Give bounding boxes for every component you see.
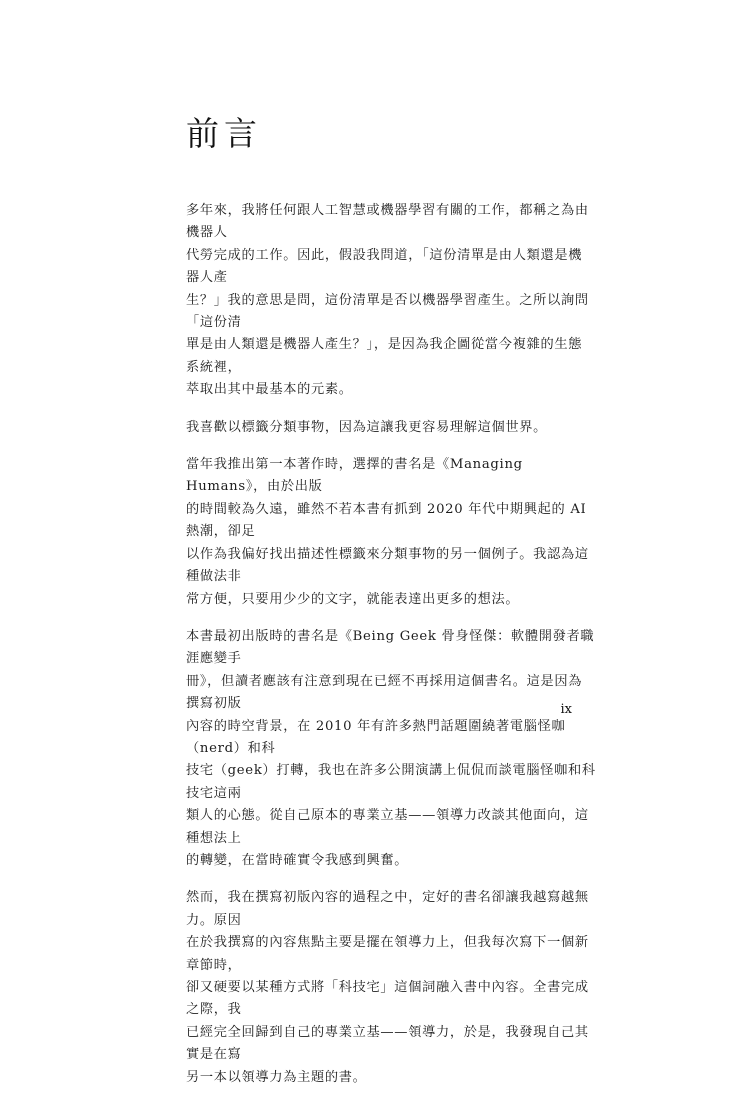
paragraph-1: 多年來，我將任何跟人工智慧或機器學習有關的工作，都稱之為由機器人 代勞完成的工作。因此，假設我問道，「這份清單是由人類還是機器人產 生？」我的意思是問，這份清單是否以機器學習產生。之所以詢問「這份清 單是由人類還是機器人產生？」，是因為我企圖從當今複雜的生態系統裡， 萃取出其中最基本的元素。 (186, 203, 589, 398)
page-number: ix (560, 702, 572, 717)
chapter-title: 前言 (186, 114, 262, 153)
paragraph-2: 我喜歡以標籤分類事物，因為這讓我更容易理解這個世界。 (186, 419, 548, 435)
paragraph-4: 本書最初出版時的書名是《Being Geek 骨身怪傑：軟體開發者職涯應變手 冊》，但讀者應該有注意到現在已經不再採用這個書名。這是因為撰寫初版 內容的時空背景，在 2010 年有許多熱門話題圍繞著電腦怪咖（nerd）和科 技宅（geek）打轉，我也在許多公開演講上侃侃而談電腦怪咖和科技宅這兩 類人的心態。從自己原本的專業立基——領導力改談其他面向，這種想法上 的轉變，在當時確實令我感到興奮。 (186, 628, 596, 868)
paragraph-3: 當年我推出第一本著作時，選擇的書名是《Managing Humans》，由於出版 的時間較為久遠，雖然不若本書有抓到 2020 年代中期興起的 AI 熱潮，卻足 以作為我偏好找出描述性標籤來分類事物的另一個例子。我認為這種做法非 常方便，只要用少少的文字，就能表達出更多的想法。 (186, 457, 589, 607)
paragraph-5: 然而，我在撰寫初版內容的過程之中，定好的書名卻讓我越寫越無力。原因 在於我撰寫的內容焦點主要是擺在領導力上，但我每次寫下一個新章節時， 卻又硬要以某種方式將「科技宅」這個詞融入書中內容。全書完成之際，我 已經完全回歸到自己的專業立基——領導力，於是，我發現自己其實是在寫 另一本以領導力為主題的書。 (186, 890, 589, 1085)
body-text (186, 200, 596, 1104)
